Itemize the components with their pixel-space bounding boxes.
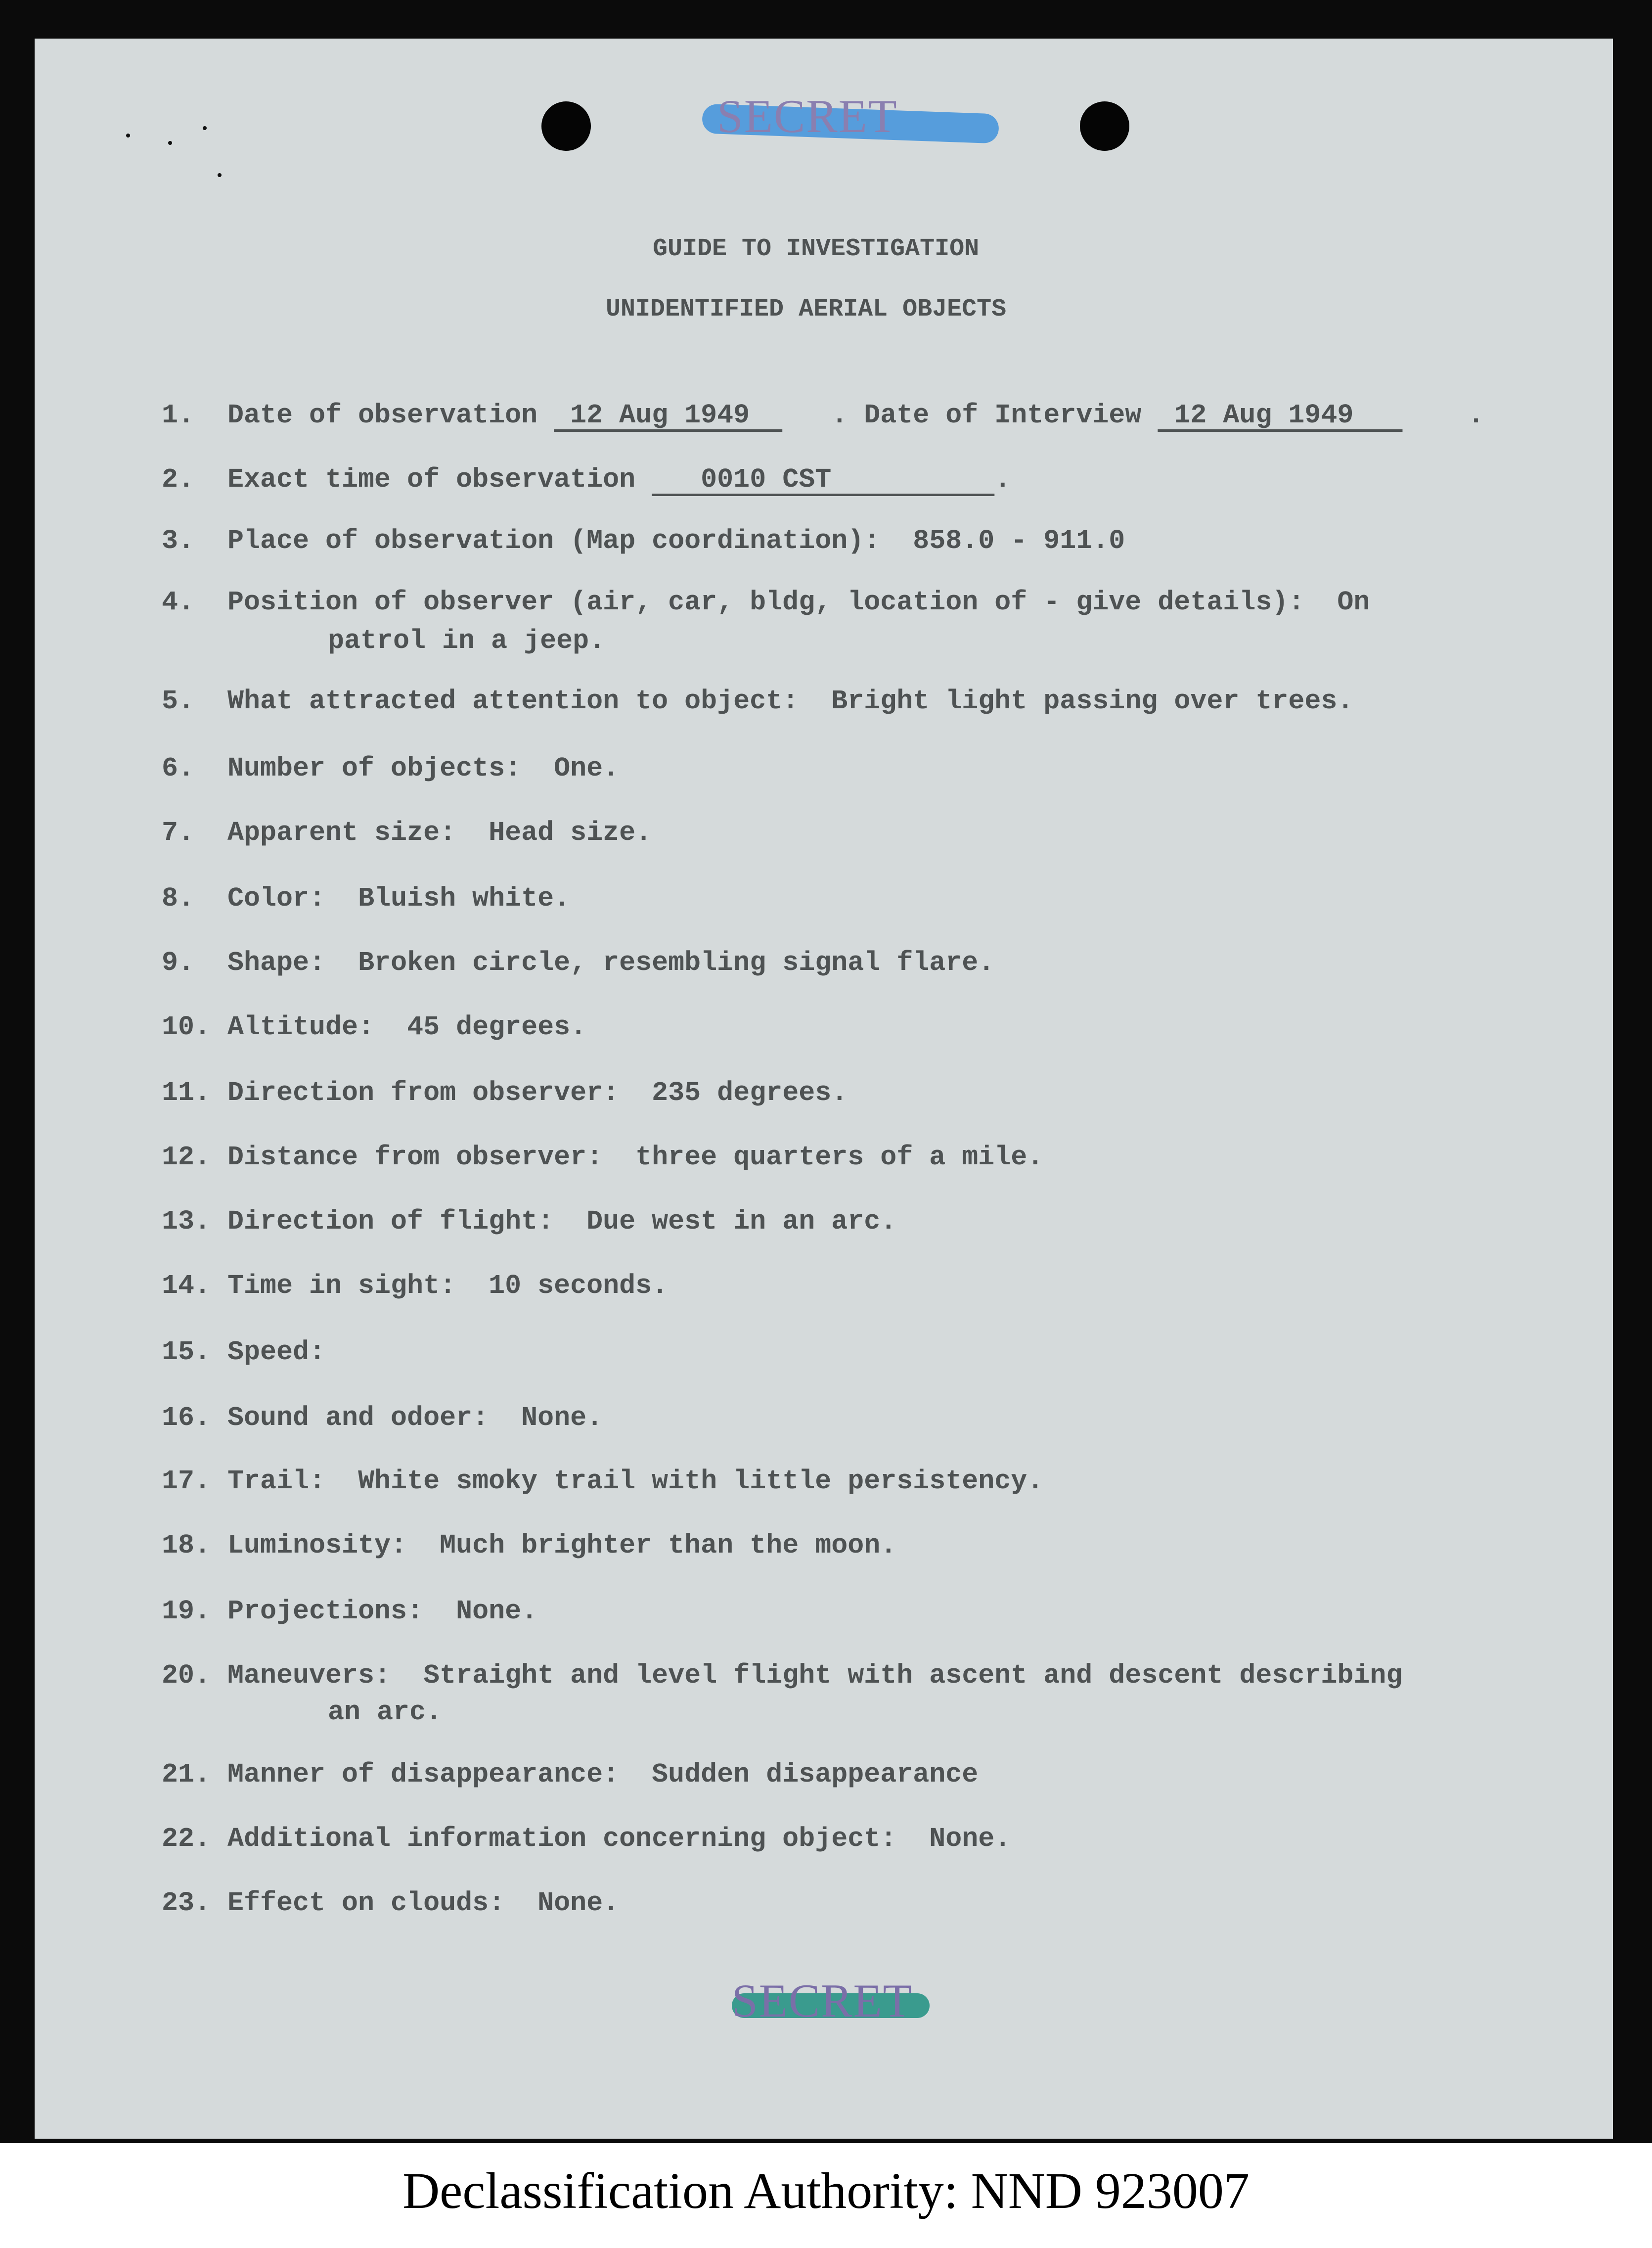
- item-value: Head size.: [489, 817, 652, 848]
- item-line: [227, 1142, 1043, 1173]
- item-number: 2.: [162, 464, 195, 495]
- interview-date-field: 12 Aug 1949: [1158, 400, 1403, 431]
- item-number: 13.: [162, 1206, 211, 1237]
- item-number: 6.: [162, 753, 195, 784]
- punch-hole-left: [541, 101, 591, 151]
- item-label: Trail:: [227, 1466, 326, 1497]
- item-value: Straight and level flight with ascent and descent describing: [423, 1660, 1403, 1691]
- speck: [126, 134, 130, 138]
- item-label: Place of observation (Map coordination):: [227, 525, 881, 556]
- item-label: Manner of disappearance:: [227, 1759, 620, 1790]
- item-label: Date of Interview: [864, 400, 1142, 431]
- item-number: 15.: [162, 1336, 211, 1368]
- item-label: What attracted attention to object:: [227, 686, 799, 717]
- item-value: Much brighter than the moon.: [440, 1530, 897, 1561]
- item-label: Date of observation: [227, 400, 538, 431]
- item-line: Exact time of observation 0010 CST .: [227, 464, 1011, 495]
- speck: [218, 173, 222, 177]
- item-number: 22.: [162, 1823, 211, 1854]
- item-value: Broken circle, resembling signal flare.: [358, 947, 995, 978]
- item-line: [227, 1759, 978, 1790]
- item-label: Direction of flight:: [227, 1206, 554, 1237]
- item-label: Apparent size:: [227, 817, 456, 848]
- item-number: 9.: [162, 947, 195, 978]
- item-number: 18.: [162, 1530, 211, 1561]
- item-value: None.: [537, 1887, 620, 1919]
- item-number: 14.: [162, 1270, 211, 1301]
- item-label: Position of observer (air, car, bldg, location of - give details):: [227, 587, 1305, 618]
- item-value: 45 degrees.: [407, 1011, 587, 1043]
- item-value: None.: [929, 1823, 1011, 1854]
- item-line: [227, 1887, 619, 1919]
- item-label: Speed:: [227, 1336, 326, 1368]
- item-label: Time in sight:: [227, 1270, 456, 1301]
- item-value: Bluish white.: [358, 883, 571, 914]
- item-number: 21.: [162, 1759, 211, 1790]
- item-number: 10.: [162, 1011, 211, 1043]
- item-number: 19.: [162, 1596, 211, 1627]
- item-line: [227, 1336, 358, 1368]
- item-line: [227, 1402, 603, 1433]
- item-line: [227, 1596, 537, 1627]
- item-label: Color:: [227, 883, 326, 914]
- item-value: 858.0 - 911.0: [913, 525, 1125, 556]
- item-label: Direction from observer:: [227, 1077, 620, 1108]
- declassification-caption: Declassification Authority: NND 923007: [402, 2162, 1250, 2219]
- item-label: Sound and odoer:: [227, 1402, 489, 1433]
- item-line: [227, 817, 652, 848]
- item-label: Shape:: [227, 947, 326, 978]
- item-value: None.: [521, 1402, 603, 1433]
- item-value: One.: [554, 753, 620, 784]
- item-value: On: [1337, 587, 1370, 618]
- item-number: 7.: [162, 817, 195, 848]
- item-value-continuation: patrol in a jeep.: [328, 625, 606, 656]
- item-line: [227, 1077, 848, 1108]
- item-line: [227, 686, 1353, 717]
- item-line: [227, 587, 1370, 618]
- item-label: Exact time of observation: [227, 464, 636, 495]
- item-value: None.: [456, 1596, 538, 1627]
- item-label: Altitude:: [227, 1011, 375, 1043]
- item-label: Luminosity:: [227, 1530, 407, 1561]
- speck: [168, 141, 172, 145]
- item-line: [227, 753, 619, 784]
- item-label: Effect on clouds:: [227, 1887, 505, 1919]
- item-line: [227, 883, 570, 914]
- item-value: Sudden disappearance: [652, 1759, 979, 1790]
- item-line: [227, 1270, 668, 1301]
- classification-stamp-bottom: SECRET: [732, 1973, 913, 2028]
- item-line: [227, 525, 1125, 556]
- item-line: [227, 1466, 1043, 1497]
- item-line: [227, 1530, 896, 1561]
- item-value-continuation: an arc.: [328, 1697, 443, 1728]
- item-value: Bright light passing over trees.: [831, 686, 1354, 717]
- classification-stamp-top: SECRET: [717, 89, 898, 143]
- item-value: three quarters of a mile.: [635, 1142, 1044, 1173]
- item-label: Maneuvers:: [227, 1660, 391, 1691]
- item-number: 3.: [162, 525, 195, 556]
- title-line-2: UNIDENTIFIED AERIAL OBJECTS: [606, 295, 1007, 323]
- item-number: 4.: [162, 587, 195, 618]
- item-number: 12.: [162, 1142, 211, 1173]
- item-line: [227, 1823, 1011, 1854]
- item-number: 1.: [162, 400, 195, 431]
- item-number: 17.: [162, 1466, 211, 1497]
- item-line: [227, 1660, 1402, 1691]
- item-value: Due west in an arc.: [586, 1206, 897, 1237]
- item-line: Date of observation 12 Aug 1949 . Date of Interview 12 Aug 1949 .: [227, 400, 1484, 431]
- item-number: 8.: [162, 883, 195, 914]
- item-label: Number of objects:: [227, 753, 522, 784]
- item-number: 20.: [162, 1660, 211, 1691]
- item-number: 11.: [162, 1077, 211, 1108]
- observation-time-field: 0010 CST: [652, 464, 995, 495]
- title-line-1: GUIDE TO INVESTIGATION: [653, 235, 980, 263]
- item-value: 235 degrees.: [652, 1077, 848, 1108]
- item-label: Projections:: [227, 1596, 424, 1627]
- item-value: White smoky trail with little persistency.: [358, 1466, 1044, 1497]
- item-label: Distance from observer:: [227, 1142, 603, 1173]
- item-line: [227, 947, 994, 978]
- item-line: [227, 1011, 586, 1043]
- speck: [203, 126, 207, 130]
- item-value: 10 seconds.: [489, 1270, 669, 1301]
- observation-date-field: 12 Aug 1949: [554, 400, 783, 431]
- punch-hole-right: [1080, 101, 1129, 151]
- item-number: 23.: [162, 1887, 211, 1919]
- item-number: 5.: [162, 686, 195, 717]
- item-number: 16.: [162, 1402, 211, 1433]
- item-label: Additional information concerning object:: [227, 1823, 897, 1854]
- item-line: [227, 1206, 896, 1237]
